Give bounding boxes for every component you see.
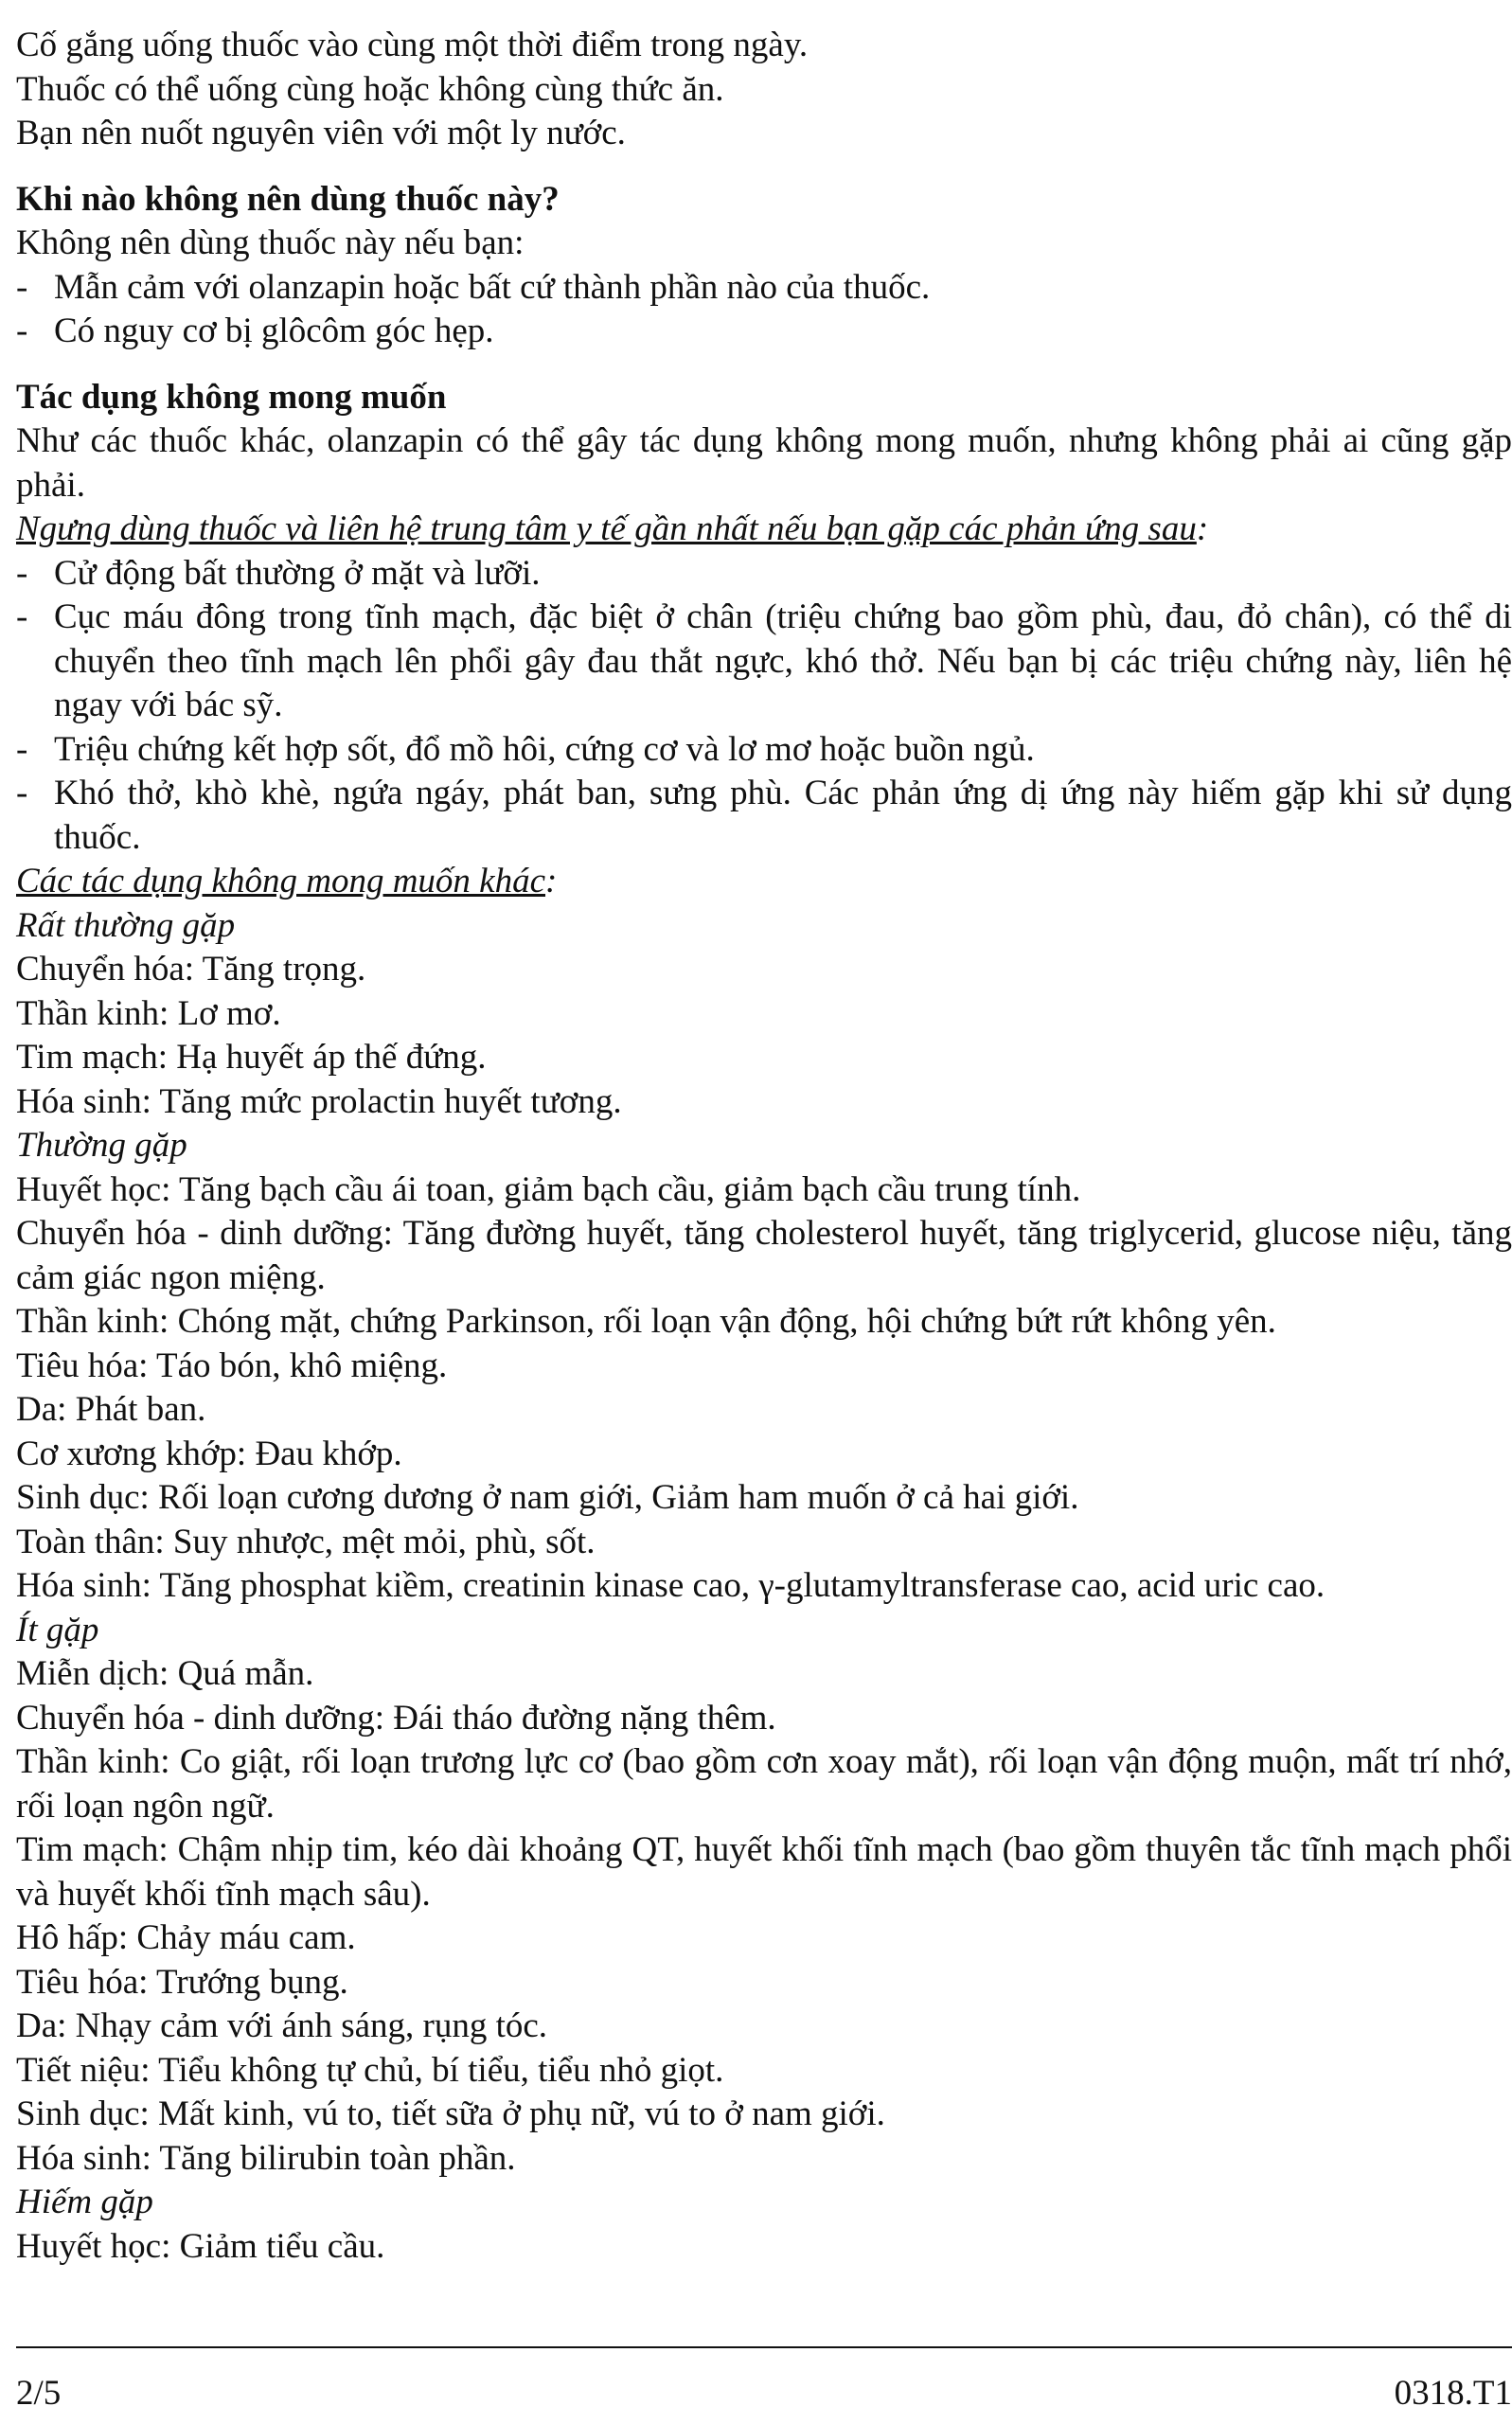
effect-line: Thần kinh: Co giật, rối loạn trương lực cơ (bao gồm cơn xoay mắt), rối loạn vận động muộn, mất trí nhớ, rối loạn ngôn ngữ. <box>16 1742 1512 1826</box>
stop-use-item: - Cục máu đông trong tĩnh mạch, đặc biệt ở chân (triệu chứng bao gồm phù, đau, đỏ chân), có thể di chuyển theo tĩnh mạch lên phổi gây đau thắt ngực, khó thở. Nếu bạn bị các triệu chứng này, liên hệ ngay với bác sỹ. <box>16 597 1512 724</box>
effect-line: Tiết niệu: Tiểu không tự chủ, bí tiểu, tiểu nhỏ giọt. <box>16 2050 724 2090</box>
stop-use-heading: Ngưng dùng thuốc và liên hệ trung tâm y tế gần nhất nếu bạn gặp các phản ứng sau: <box>16 509 1209 548</box>
effect-line: Sinh dục: Mất kinh, vú to, tiết sữa ở phụ nữ, vú to ở nam giới. <box>16 2094 885 2133</box>
effect-line: Sinh dục: Rối loạn cương dương ở nam giới, Giảm ham muốn ở cả hai giới. <box>16 1478 1079 1517</box>
effect-line: Hóa sinh: Tăng mức prolactin huyết tương. <box>16 1081 622 1121</box>
frequency-label-uncommon: Ít gặp <box>16 1610 99 1649</box>
intro-line: Cố gắng uống thuốc vào cùng một thời điểm trong ngày. <box>16 26 809 64</box>
adverse-effects-heading: Tác dụng không mong muốn <box>16 377 447 417</box>
effect-line: Huyết học: Tăng bạch cầu ái toan, giảm bạch cầu, giảm bạch cầu trung tính. <box>16 1169 1081 1209</box>
effect-line: Hô hấp: Chảy máu cam. <box>16 1918 356 1957</box>
contraindication-item: - Có nguy cơ bị glôcôm góc hẹp. <box>16 312 494 350</box>
effect-line: Toàn thân: Suy nhược, mệt mỏi, phù, sốt. <box>16 1522 596 1561</box>
intro-line: Bạn nên nuốt nguyên viên với một ly nước. <box>16 114 626 152</box>
frequency-label-very-common: Rất thường gặp <box>16 905 236 945</box>
effect-line: Thần kinh: Lơ mơ. <box>16 993 281 1033</box>
contraindication-item: - Mẫn cảm với olanzapin hoặc bất cứ thành phần nào của thuốc. <box>16 267 931 307</box>
other-effects-heading: Các tác dụng không mong muốn khác: <box>16 862 558 900</box>
effect-line: Da: Nhạy cảm với ánh sáng, rụng tóc. <box>16 2006 548 2045</box>
effect-line: Tim mạch: Hạ huyết áp thế đứng. <box>16 1038 487 1077</box>
page-footer <box>16 2372 1512 2415</box>
footer-divider <box>16 2346 1512 2348</box>
stop-use-item: - Triệu chứng kết hợp sốt, đổ mồ hôi, cứng cơ và lơ mơ hoặc buồn ngủ. <box>16 729 1035 769</box>
frequency-label-rare: Hiếm gặp <box>16 2183 153 2221</box>
document-code: 0318.T1 <box>1394 2374 1512 2413</box>
effect-line: Hóa sinh: Tăng bilirubin toàn phần. <box>16 2138 516 2178</box>
effect-line: Tim mạch: Chậm nhịp tim, kéo dài khoảng QT, huyết khối tĩnh mạch (bao gồm thuyên tắc tĩnh mạch phổi và huyết khối tĩnh mạch sâu). <box>16 1830 1512 1914</box>
effect-line: Tiêu hóa: Trướng bụng. <box>16 1962 348 2002</box>
stop-use-item: - Cử động bất thường ở mặt và lưỡi. <box>16 553 541 593</box>
adverse-effects-intro: Như các thuốc khác, olanzapin có thể gây tác dụng không mong muốn, nhưng không phải ai cũng gặp phải. <box>16 421 1512 505</box>
effect-line: Thần kinh: Chóng mặt, chứng Parkinson, rối loạn vận động, hội chứng bứt rứt không yên. <box>16 1302 1276 1341</box>
effect-line: Chuyển hóa - dinh dưỡng: Tăng đường huyết, tăng cholesterol huyết, tăng triglycerid, glucose niệu, tăng cảm giác ngon miệng. <box>16 1214 1512 1297</box>
contraindication-lead: Không nên dùng thuốc này nếu bạn: <box>16 223 525 262</box>
effect-line: Hóa sinh: Tăng phosphat kiềm, creatinin kinase cao, γ-glutamyltransferase cao, acid uric cao. <box>16 1566 1325 1605</box>
contraindication-heading: Khi nào không nên dùng thuốc này? <box>16 179 560 219</box>
effect-line: Huyết học: Giảm tiểu cầu. <box>16 2226 385 2266</box>
page-number: 2/5 <box>16 2374 62 2413</box>
effect-line: Chuyển hóa - dinh dưỡng: Đái tháo đường nặng thêm. <box>16 1698 776 1738</box>
effect-line: Cơ xương khớp: Đau khớp. <box>16 1434 402 1473</box>
frequency-label-common: Thường gặp <box>16 1126 187 1165</box>
effect-line: Da: Phát ban. <box>16 1390 206 1429</box>
effect-line: Tiêu hóa: Táo bón, khô miệng. <box>16 1346 448 1385</box>
effect-line: Chuyển hóa: Tăng trọng. <box>16 950 366 989</box>
effect-line: Miễn dịch: Quá mẫn. <box>16 1654 314 1693</box>
intro-line: Thuốc có thể uống cùng hoặc không cùng thức ăn. <box>16 69 724 109</box>
document-page <box>16 24 1512 2269</box>
stop-use-item: - Khó thở, khò khè, ngứa ngáy, phát ban, sưng phù. Các phản ứng dị ứng này hiếm gặp khi sử dụng thuốc. <box>16 774 1512 857</box>
